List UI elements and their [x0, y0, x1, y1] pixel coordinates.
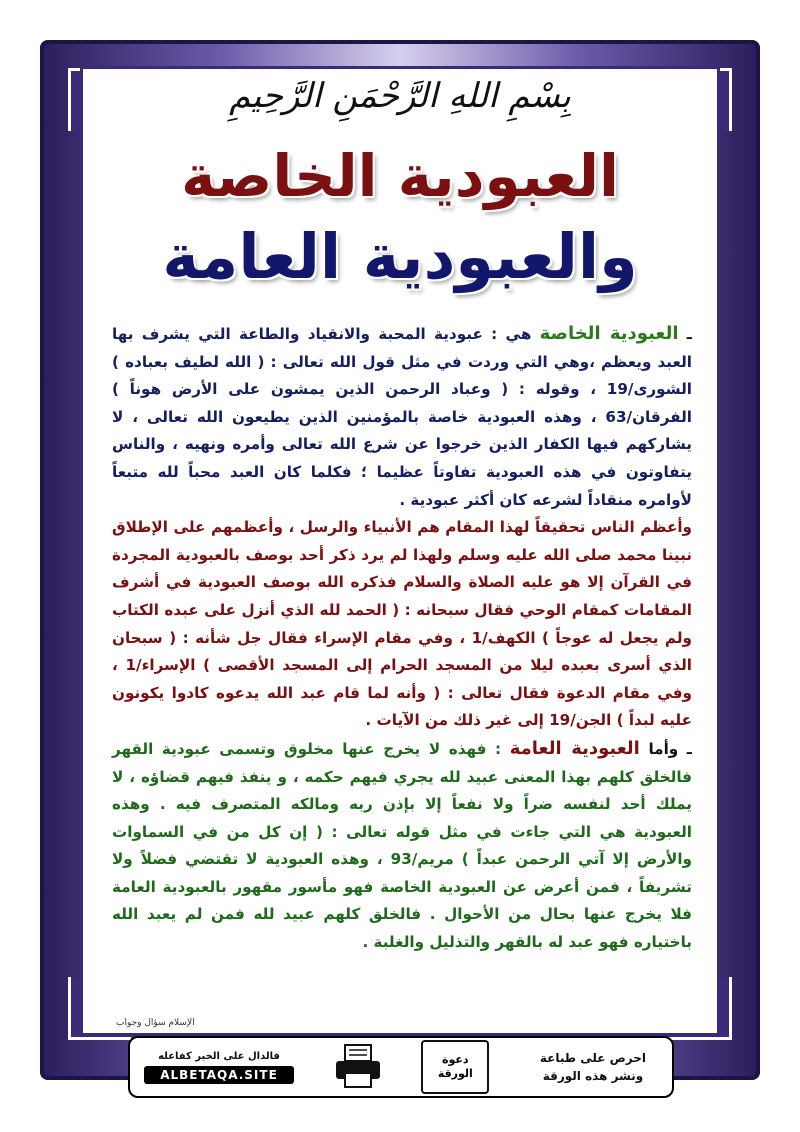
basmala: بِسْمِ اللهِ الرَّحْمَنِ الرَّحِيمِ — [229, 76, 571, 116]
paragraph-prophets — [112, 514, 692, 735]
footer-motto: فالدال على الخير كفاعله — [158, 1050, 280, 1062]
title-line-2: والعبودية العامة — [162, 220, 638, 293]
article-body — [112, 320, 692, 957]
paragraph-text: هي : عبودية المحبة والانقياد والطاعة التي يشرف بها العبد ويعظم ،وهي التي وردت في مثل قول الله تعالى : ( الله لطيف بعباده ) الشورى/19 ، وقوله : ( وعباد الرحمن الذين يمشون على الأرض هوناً ) الفرقان/63 ، وهذه العبودية خاصة بالمؤمنين الذين يطيعون الله تعالى ، لا يشاركهم فيها الكفار الذين خرجوا عن شرع الله تعالى وأمره ونهيه ، والناس يتفاوتون في هذه العبودية تفاوتاً عظيما ؛ فكلما كان العبد محباً لله متبعاً لأوامره منقاداً لشرعه كان أكثر عبودية . — [112, 325, 692, 509]
source-credit: الإسلام سؤال وجواب — [116, 1018, 195, 1028]
content-sheet — [86, 72, 714, 1030]
site-link[interactable]: ALBETAQA.SITE — [144, 1066, 294, 1084]
paragraph-general-servitude — [112, 735, 692, 957]
footer-cta-line-2: ونشر هذه الورقة — [542, 1069, 644, 1083]
footer-site-block — [144, 1051, 294, 1084]
paragraph-special-servitude — [112, 320, 692, 514]
footer-banner — [128, 1036, 674, 1098]
paragraph-lead: ـ — [678, 325, 692, 343]
footer-cta-line-1: احرص على طباعة — [539, 1051, 647, 1065]
title-line-1: العبودية الخاصة — [181, 142, 619, 210]
term-special-servitude: العبودية الخاصة — [539, 323, 679, 344]
paragraph-text: وأعظم الناس تحقيقاً لهذا المقام هم الأنبياء والرسل ، وأعظمهم على الإطلاق نبينا محمد صلى الله عليه وسلم ولهذا لم يرد ذكر أحد بوصف بالعبودية المجردة في القرآن إلا هو عليه الصلاة والسلام فذكره الله بوصف العبودية في أشرف المقامات كمقام الوحي فقال سبحانه : ( الحمد لله الذي أنزل على عبده الكتاب ولم يجعل له عوجاً ) الكهف/1 ، وفي مقام الإسراء فقال جل شأنه : ( سبحان الذي أسرى بعبده ليلا من المسجد الحرام إلى المسجد الأقصى ) الإسراء/1 ، وفي مقام الدعوة فقال تعالى : ( وأنه لما قام عبد الله يدعوه كادوا يكونون عليه لبداً ) الجن/19 إلى غير ذلك من الآيات . — [112, 518, 693, 730]
footer-call-to-action — [528, 1049, 658, 1085]
paragraph-lead: ـ وأما — [639, 739, 692, 758]
dawah-logo — [421, 1040, 489, 1094]
paragraph-text: : فهذه لا يخرج عنها مخلوق وتسمى عبودية القهر فالخلق كلهم بهذا المعنى عبيد لله يجري فيهم حكمه ، و ينفذ فيهم قضاؤه ، لا يملك أحد لنفسه ضراً ولا نفعاً إلا بإذن ربه ومالكه المتصرف فيه . وهذه العبودية هي التي جاءت في مثل قوله تعالى : ( إن كل من في السماوات والأرض إلا آتي الرحمن عبداً ) مريم/93 ، وهذه العبودية لا تقتضي فضلاً ولا تشريفاً ، فمن أعرض عن العبودية الخاصة فهو مأسور مقهور بالعبودية العامة فلا يخرج عنها بحال من الأحوال . فالخلق كلهم عبيد لله فمن لم يعبد الله باختياره فهو عبد له بالقهر والتذليل والغلبة . — [112, 739, 692, 952]
logo-line-1: دعوة — [442, 1053, 469, 1066]
logo-line-2: الورقة — [437, 1067, 473, 1080]
term-general-servitude: العبودية العامة — [509, 737, 640, 759]
printer-icon — [333, 1043, 383, 1091]
